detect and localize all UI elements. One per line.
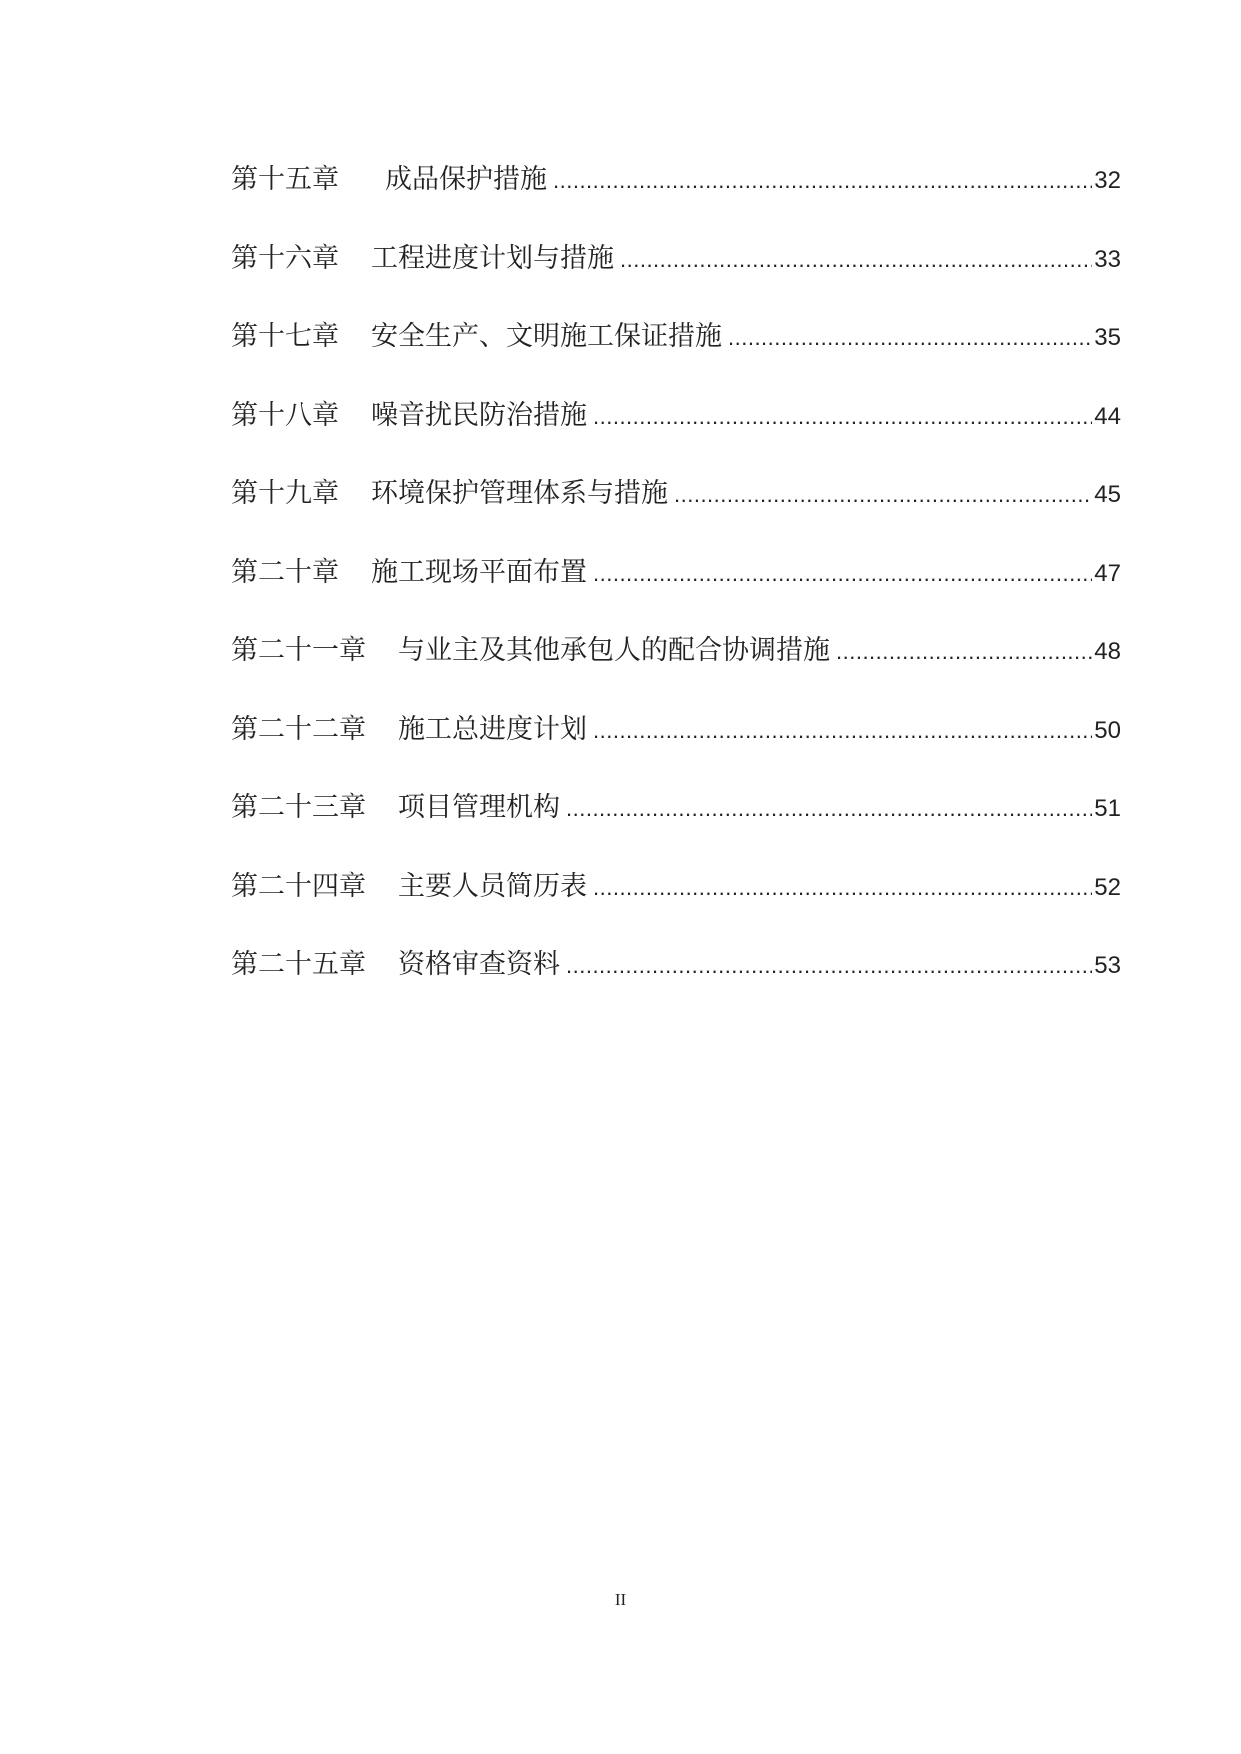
toc-dot-leader: [620, 240, 1092, 280]
toc-chapter-title: 资格审查资料: [398, 949, 560, 980]
toc-chapter-title: 施工现场平面布置: [371, 556, 587, 588]
toc-dot-leader: [836, 632, 1092, 672]
toc-entry-21[interactable]: [231, 631, 1121, 710]
toc-chapter-title: 噪音扰民防治措施: [371, 399, 587, 431]
toc-page-number: 48: [1094, 638, 1121, 665]
toc-chapter-number: 第二十章: [231, 556, 339, 588]
toc-page-number: 44: [1094, 402, 1121, 430]
toc-page-number: 53: [1094, 952, 1121, 979]
toc-page-number: 32: [1094, 167, 1121, 194]
toc-page-number: 35: [1094, 324, 1121, 351]
footer-page-number: II: [614, 1590, 627, 1609]
toc-chapter-title: 项目管理机构: [398, 792, 560, 823]
toc-chapter-title: 环境保护管理体系与措施: [371, 478, 668, 509]
toc-chapter-number: 第二十三章: [231, 792, 366, 823]
toc-chapter-title: 主要人员简历表: [398, 870, 587, 902]
toc-entry-25[interactable]: [231, 945, 1121, 1024]
toc-dot-leader: [593, 711, 1092, 751]
toc-entry-19[interactable]: [231, 474, 1121, 553]
toc-dot-leader: [728, 318, 1092, 358]
toc-entry-16[interactable]: [231, 239, 1121, 318]
toc-page-number: 50: [1094, 716, 1121, 744]
toc-page-number: 51: [1094, 795, 1121, 822]
toc-entry-20[interactable]: [231, 553, 1121, 632]
toc-dot-leader: [566, 789, 1092, 829]
table-of-contents: [231, 160, 1121, 1024]
toc-chapter-number: 第二十四章: [231, 870, 366, 902]
toc-chapter-title: 与业主及其他承包人的配合协调措施: [398, 635, 830, 666]
toc-entry-23[interactable]: [231, 788, 1121, 867]
toc-chapter-title: 工程进度计划与措施: [371, 242, 614, 274]
toc-dot-leader: [674, 475, 1092, 515]
toc-entry-18[interactable]: [231, 396, 1121, 475]
toc-entry-22[interactable]: [231, 710, 1121, 789]
toc-entry-24[interactable]: [231, 867, 1121, 946]
toc-page-number: 45: [1094, 481, 1121, 508]
toc-chapter-number: 第二十五章: [231, 949, 366, 980]
toc-page-number: 33: [1094, 245, 1121, 273]
toc-dot-leader: [593, 397, 1092, 437]
toc-chapter-number: 第十七章: [231, 321, 339, 352]
toc-chapter-number: 第十九章: [231, 478, 339, 509]
toc-entry-15[interactable]: [231, 160, 1121, 239]
toc-chapter-title: 成品保护措施: [385, 164, 547, 195]
toc-dot-leader: [593, 554, 1092, 594]
toc-dot-leader: [593, 868, 1092, 908]
toc-chapter-number: 第二十一章: [231, 635, 366, 666]
toc-page-number: 52: [1094, 873, 1121, 901]
toc-dot-leader: [566, 946, 1092, 986]
toc-page-number: 47: [1094, 559, 1121, 587]
toc-chapter-number: 第十八章: [231, 399, 339, 431]
toc-dot-leader: [553, 161, 1092, 201]
toc-chapter-title: 施工总进度计划: [398, 713, 587, 745]
toc-entry-17[interactable]: [231, 317, 1121, 396]
toc-chapter-title: 安全生产、文明施工保证措施: [371, 321, 722, 352]
toc-chapter-number: 第十六章: [231, 242, 339, 274]
toc-chapter-number: 第十五章: [231, 164, 339, 195]
toc-chapter-number: 第二十二章: [231, 713, 366, 745]
